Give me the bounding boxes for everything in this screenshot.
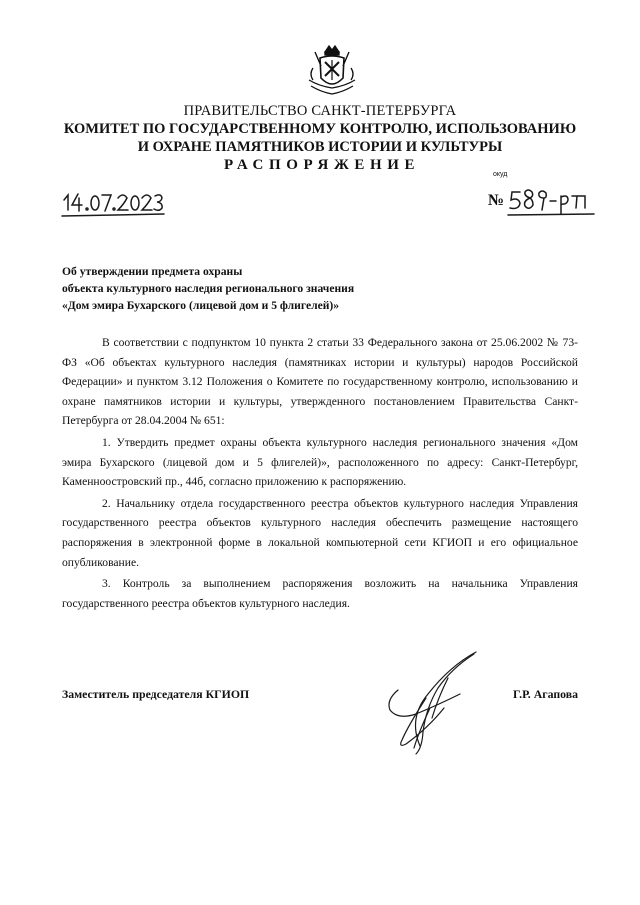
government-name: ПРАВИТЕЛЬСТВО САНКТ-ПЕТЕРБУРГА [183,103,457,119]
committee-line-2: И ОХРАНЕ ПАМЯТНИКОВ ИСТОРИИ И КУЛЬТУРЫ [137,139,503,155]
document-subject [62,263,354,314]
subject-line-2: объекта культурного наследия регионального значения [62,282,355,295]
okud-label: окуд [493,171,508,178]
subject-line-3: «Дом эмира Бухарского (лицевой дом и 5 флигелей)» [62,299,340,312]
document-body [62,333,578,615]
preamble-paragraph: В соответствии с подпунктом 10 пункта 2 статьи 33 Федерального закона от 25.06.2002 № 73-ФЗ «Об объектах культурного наследия (памятниках истории и культуры) народов Российской Федерации» и пунктом 3.12 Положения о Комитете по государственному контролю, использованию и охране памятников истории и культуры, утвержденного постановлением Правительства Санкт-Петербурга от 28.04.2004 № 651: [62,336,578,428]
coat-of-arms-emblem [305,42,359,98]
handwritten-date [60,186,168,220]
item-3-paragraph: 3. Контроль за выполнением распоряжения возложить на начальника Управления государственного реестра объектов культурного наследия. [62,577,578,610]
order-number-label: № [488,192,505,209]
committee-name [0,120,640,156]
item-2-paragraph: 2. Начальнику отдела государственного реестра объектов культурного наследия Управления государственного реестра объектов культурного наследия обеспечить размещение настоящего распоряжения в электронной форме в локальной компьютерной сети КГИОП и его официальное опубликование. [62,496,578,569]
document-type-title: РАСПОРЯЖЕНИЕ [224,157,421,173]
signer-name: Г.Р. Агапова [512,687,578,701]
signer-position: Заместитель председателя КГИОП [62,687,250,701]
handwritten-order-number [506,184,598,220]
committee-line-1: КОМИТЕТ ПО ГОСУДАРСТВЕННОМУ КОНТРОЛЮ, ИСПОЛЬЗОВАНИЮ [63,121,577,137]
subject-line-1: Об утверждении предмета охраны [62,265,243,278]
item-1-paragraph: 1. Утвердить предмет охраны объекта культурного наследия регионального значения «Дом эмира Бухарского (лицевой дом и 5 флигелей)», расположенного по адресу: Санкт-Петербург, Каменноостровский пр., 44б, согласно приложению к распоряжению. [62,435,578,489]
handwritten-signature [368,648,494,758]
